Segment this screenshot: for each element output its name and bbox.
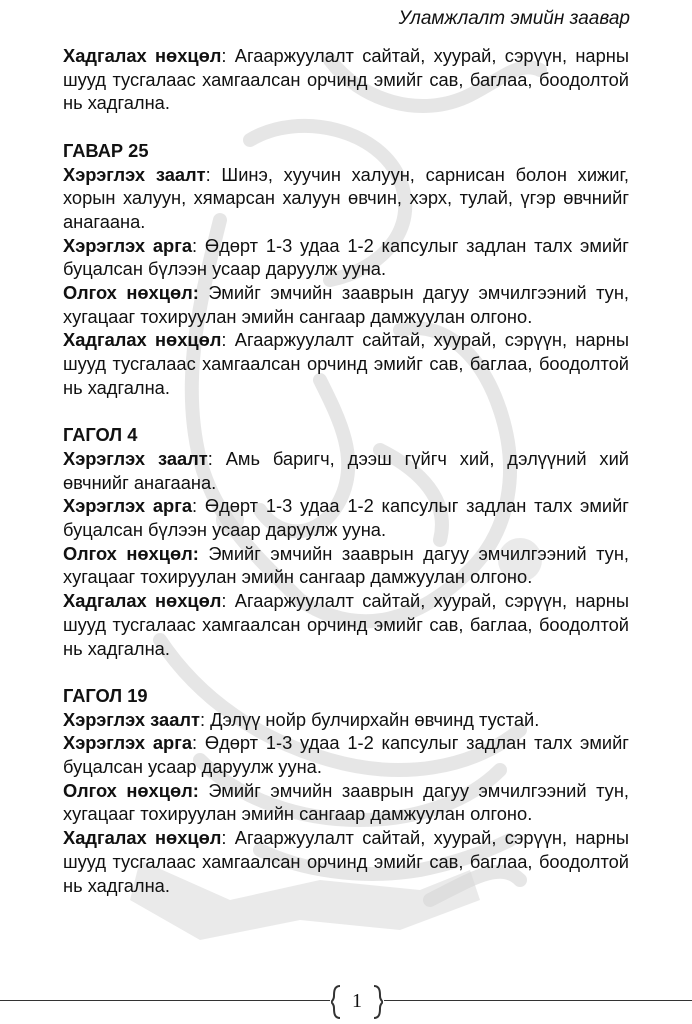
usage-paragraph	[63, 234, 629, 281]
indication-paragraph	[63, 447, 629, 494]
section-title-gagol-4: ГАГОЛ 4	[63, 424, 138, 446]
storage-text: : Агааржуулалт сайтай, хуурай, сэрүүн, нарны шууд тусгалаас хамгаалсан орчинд эмийг сав, баглаа, боодолтой нь хадгална.	[63, 45, 630, 114]
storage-label: Хадгалах нөхцөл	[63, 329, 222, 351]
indication-text: : Амь баригч, дээш гүйгч хий, дэлүүний хий өвчнийг анагаана.	[63, 447, 629, 493]
storage-text: : Агааржуулалт сайтай, хуурай, сэрүүн, нарны шууд тусгалаас хамгаалсан орчинд эмийг сав, баглаа, боодолтой нь хадгална.	[63, 827, 630, 896]
section-spacer	[63, 660, 629, 684]
page-number-frame	[331, 984, 383, 1020]
footer-rule-right	[384, 1000, 692, 1001]
dispense-text: Эмийг эмчийн зааврын дагуу эмчилгээний тун, хугацааг тохируулан эмийн сангаар дамжуулан олгоно.	[63, 779, 629, 825]
storage-text: : Агааржуулалт сайтай, хуурай, сэрүүн, нарны шууд тусгалаас хамгаалсан орчинд эмийг сав, баглаа, боодолтой нь хадгална.	[63, 329, 630, 398]
dispense-label: Олгох нөхцөл:	[63, 542, 199, 564]
section-spacer	[63, 400, 629, 424]
section-title-gavar-25: ГАВАР 25	[63, 139, 149, 161]
usage-label: Хэрэглэх арга	[63, 234, 192, 256]
dispense-label: Олгох нөхцөл:	[63, 779, 199, 801]
dispense-text: Эмийг эмчийн зааврын дагуу эмчилгээний тун, хугацааг тохируулан эмийн сангаар дамжуулан олгоно.	[63, 542, 629, 588]
storage-paragraph	[63, 328, 629, 399]
usage-text: : Өдөрт 1-3 удаа 1-2 капсулыг задлан талх эмийг буцалсан бүлээн усаар даруулж ууна.	[63, 495, 629, 541]
indication-label: Хэрэглэх заалт	[63, 708, 200, 730]
storage-paragraph	[63, 826, 629, 897]
indication-text: : Шинэ, хуучин халуун, сарнисан болон хижиг, хорын халуун, хямарсан халуун өвчин, хэрх, тулай, үгэр өвчнийг анагаана.	[63, 163, 629, 232]
page-number: 1	[352, 990, 362, 1012]
storage-label: Хадгалах нөхцөл	[63, 590, 222, 612]
indication-label: Хэрэглэх заалт	[63, 163, 206, 185]
footer-rule-left	[0, 1000, 330, 1001]
indication-paragraph	[63, 708, 629, 732]
intro-storage-paragraph	[63, 44, 629, 115]
indication-label: Хэрэглэх заалт	[63, 447, 208, 469]
usage-text: : Өдөрт 1-3 удаа 1-2 капсулыг задлан талх эмийг буцалсан бүлээн усаар даруулж ууна.	[63, 234, 629, 280]
storage-label: Хадгалах нөхцөл	[63, 827, 222, 849]
document-body	[63, 44, 629, 897]
section-title-gagol-19: ГАГОЛ 19	[63, 684, 148, 706]
usage-text: : Өдөрт 1-3 удаа 1-2 капсулыг задлан талх эмийг буцалсан усаар даруулж ууна.	[63, 732, 629, 778]
indication-text: : Дэлүү нойр булчирхайн өвчинд тустай.	[199, 708, 540, 730]
running-header: Уламжлалт эмийн заавар	[398, 8, 630, 29]
storage-paragraph	[63, 589, 629, 660]
indication-paragraph	[63, 163, 629, 234]
usage-paragraph	[63, 731, 629, 778]
dispense-paragraph	[63, 542, 629, 589]
storage-label: Хадгалах нөхцөл	[63, 45, 222, 66]
section-spacer	[63, 115, 629, 139]
dispense-paragraph	[63, 779, 629, 826]
storage-text: : Агааржуулалт сайтай, хуурай, сэрүүн, нарны шууд тусгалаас хамгаалсан орчинд эмийг сав, баглаа, боодолтой нь хадгална.	[63, 590, 630, 659]
usage-paragraph	[63, 494, 629, 541]
dispense-text: Эмийг эмчийн зааврын дагуу эмчилгээний тун, хугацааг тохируулан эмийн сангаар дамжуулан олгоно.	[63, 282, 629, 327]
dispense-paragraph	[63, 281, 629, 328]
usage-label: Хэрэглэх арга	[63, 732, 192, 754]
usage-label: Хэрэглэх арга	[63, 495, 192, 517]
dispense-label: Олгох нөхцөл:	[63, 282, 199, 304]
